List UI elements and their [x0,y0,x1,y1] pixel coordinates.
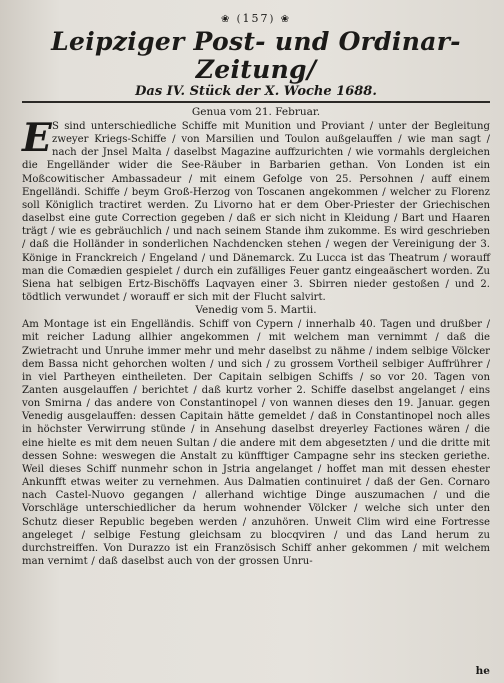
issue-line: Das IV. Stück der X. Woche 1688. [135,84,377,99]
page-number-ornament-right: ) ❀ [269,14,291,25]
article-genua [22,115,490,304]
article-venedig-text: Am Montage ist ein Engelländis. Schiff von Cypern / innerhalb 40. Tagen und drußber / mit reicher Ladung allhier angekommen / mit welchem man vernimmt / daß die Zwietracht und Unruhe immer mehr und mehr daselbst zu nähme / indem selbige Völcker dem Bassa nicht gehorchen wolten / und sich / zu grossem Vortheil selbiger Auffrührer / in viel Partheyen eintheileten. Der Capitain selbigen Schiffs / so vor 20. Tagen von Zanten ausgelauffen / berichtet / daß kurtz vorher 2. Schiffe daselbst angelanget / eins von Smirna / das andere von Constantinopel / von wannen dieses den 19. Januar. gegen Venedig ausgelauffen: dessen Capitain hätte gemeldet / daß in Constantinopel noch alles in höchster Verwirrung stünde / in Ansehung daselbst dreyerley Factiones wären / die eine hielte es mit dem neuen Sultan / die andere mit dem abgesetzten / und die dritte mit dessen Sohne: weswegen die Anstalt zu künfftiger Campagne sehr ins stecken geriethe. Weil dieses Schiff nunmehr schon in Jstria angelanget / hoffet man mit dessen ehester Ankunfft etwas weiter zu vernehmen. Aus Dalmatien continuiret / daß der Gen. Cornaro nach Castel-Nuovo gegangen / allerhand wichtige Dinge auszumachen / und die Vorschläge unterschiedlicher da herum wohnender Völcker / welche sich unter den Schutz dieser Republic begeben werden / anzuhören. Unweit Clim wird eine Fortresse angeleget / selbige Festung gleichsam zu blocqviren / und das Land herum zu durchstreiffen. Von Durazzo ist ein Französisch Schiff anher gekommen / mit welchem man vernimt / daß daselbst auch von der grossen Unru- [22,319,490,567]
dateline-genua: Genua vom 21. Februar. [191,106,321,118]
catchword: he [475,665,490,677]
page-number-ornament-left: ❀ ( [221,14,243,25]
page-number-line [22,12,490,25]
drop-cap: E [22,115,52,161]
page-number: 157 [242,12,270,25]
dateline-venedig: Venedig vom 5. Martii. [195,304,317,317]
article-venedig [22,318,490,568]
article-genua-text: S sind unterschiedliche Schiffe mit Munition und Proviant / unter der Begleitung zweyer Kriegs-Schiffe / von Marsilien und Toulon außgelauffen / wie man sagt / nach der Jnsel Malta / daselbst Magazine auffzurichten / wie vormahls dergleichen die Engelländer wider die See-Räuber in Barbarien gethan. Von Londen ist ein Moßcowitischer Ambassadeur / mit einem Gefolge von 25. Persohnen / auff einem Engelländi. Schiffe / beym Groß-Herzog von Toscanen angekommen / welcher zu Florenz soll Königlich tractiret werden. Zu Livorno hat er dem Ober-Priester der Griechischen daselbst eine gute Correction gegeben / daß er sich nicht in Kleidung / Bart und Haaren trägt / wie es gebräuchlich / und nach seinem Stande ihm zukomme. Es wird geschrieben / daß die Holländer in sonderlichen Nachdencken stehen / wegen der Vereinigung der 3. Könige in Franckreich / Engeland / und Dänemarck. Zu Lucca ist das Theatrum / worauff man die Comædien gespielet / durch ein zufälliges Feuer gantz eingeaäschert worden. Zu Siena hat selbigen Ertz-Bischöffs Laqvayen einer 3. Sbirren nieder gestoßen / und 2. tödtlich verwundet / worauff er sich mit der Flucht salvirt. [22,121,490,304]
masthead-title: Leipziger Post- und Ordinar-Zeitung/ [51,27,461,84]
masthead-rule [22,101,490,103]
